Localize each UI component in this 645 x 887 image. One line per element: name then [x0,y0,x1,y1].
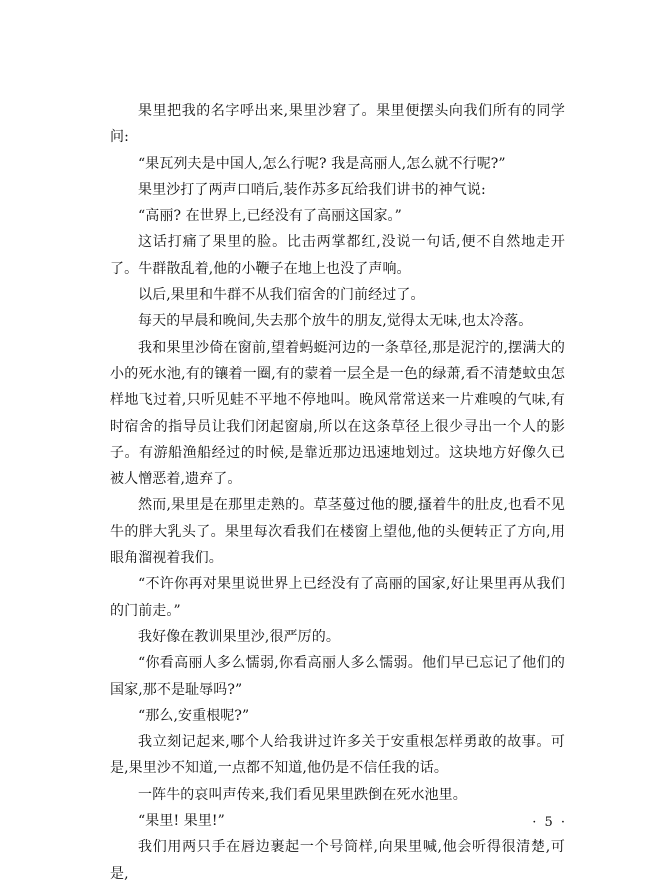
paragraph: 果里沙打了两声口哨后,装作苏多瓦给我们讲书的神气说: [138,181,486,198]
paragraph: 我立刻记起来,哪个人给我讲过许多关于安重根怎样勇敢的故事。可是,果里沙不知道,一点都不知道,他仍是不信任我的话。 [110,734,565,777]
paragraph: 一阵牛的哀叫声传来,我们看见果里跌倒在死水池里。 [138,786,467,803]
paragraph: 我和果里沙倚在窗前,望着蚂蜓河边的一条草径,那是泥泞的,摆满大的小的死水池,有的镶着一圈,有的蒙着一层全是一色的绿萧,看不清楚蚊虫怎样地飞过着,只听见蛙不平地不停地叫。晚风常常送来一片难嗅的气味,有时宿舍的指导员让我们闭起窗扇,所以在这条草径上很少寻出一个人的影子。有游船渔船经过的时候,是靠近那边迅速地划过。这块地方好像久已被人憎恶着,遗弃了。 [110,339,565,488]
paragraph: “不许你再对果里说世界上已经没有了高丽的国家,好让果里再从我们的门前走。” [110,576,565,619]
paragraph: 我好像在教训果里沙,很严厉的。 [138,628,340,645]
paragraph: “高丽? 在世界上,已经没有了高丽这国家。” [138,208,402,225]
paragraph: 以后,果里和牛群不从我们宿舍的门前经过了。 [138,287,425,304]
paragraph: 每天的早晨和晚间,失去那个放牛的朋友,觉得太无味,也太冷落。 [138,313,533,330]
paragraph: 这话打痛了果里的脸。比击两掌都红,没说一句话,便不自然地走开了。牛群散乱着,他的小鞭子在地上也没了声响。 [110,234,565,277]
paragraph: “果瓦列夫是中国人,怎么行呢? 我是高丽人,怎么就不行呢?” [138,155,506,172]
paragraph: 我们用两只手在唇边裹起一个号筒样,向果里喊,他会听得很清楚,可是, [110,839,565,882]
paragraph: “果里! 果里!” [138,813,225,830]
body-text [110,98,565,887]
paragraph: 然而,果里是在那里走熟的。草茎蔓过他的腰,搔着牛的肚皮,也看不见牛的胖大乳头了。果里每次看我们在楼窗上望他,他的头便转正了方向,用眼角溜视着我们。 [110,497,565,567]
paragraph: “你看高丽人多么懦弱,你看高丽人多么懦弱。他们早已忘记了他们的国家,那不是耻辱吗?” [110,655,565,698]
page-number: · 5 · [532,815,567,830]
paragraph: 果里把我的名字呼出来,果里沙窘了。果里便摆头向我们所有的同学问: [110,103,565,146]
paragraph: “那么,安重根呢?” [138,707,250,724]
